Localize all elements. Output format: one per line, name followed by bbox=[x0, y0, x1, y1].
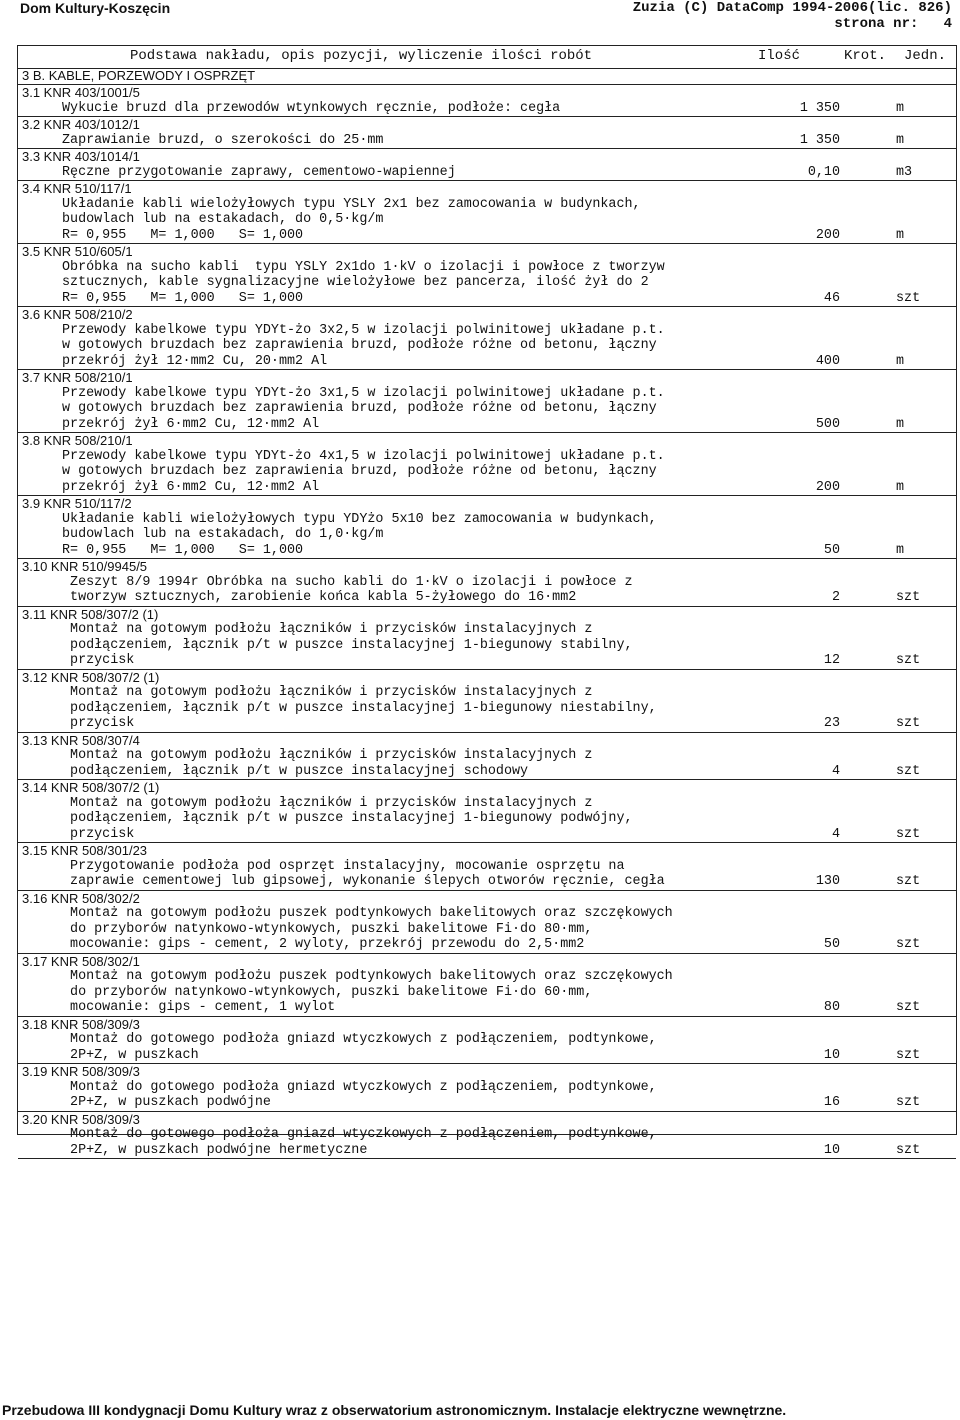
item-unit: szt bbox=[896, 290, 921, 306]
item-code: 3.3 KNR 403/1014/1 bbox=[22, 149, 140, 164]
item-description: Przygotowanie podłoża pod osprzęt instalacyjny, mocowanie osprzętu na zaprawie cementowej lub gipsowej, wykonanie ślepych otworów ręcznie, cegła bbox=[70, 858, 665, 889]
table-row bbox=[18, 85, 956, 117]
item-unit: szt bbox=[896, 653, 921, 668]
item-description: Montaż do gotowego podłoża gniazd wtyczkowych z podłączeniem, podtynkowe, 2P+Z, w puszkach bbox=[70, 1032, 657, 1063]
item-description: Przewody kabelkowe typu YDYt-żo 3x2,5 w izolacji polwinitowej układane p.t. w gotowych bruzdach bez zaprawienia bruzd, podłoże różne od betonu, łączny przekrój żył 12·mm2 Cu, 20·mm2 Al bbox=[62, 322, 665, 369]
cost-table bbox=[17, 45, 957, 1158]
page-number: strona nr: 4 bbox=[834, 16, 952, 32]
table-row bbox=[18, 496, 956, 559]
document-header-left: Dom Kultury-Koszęcin bbox=[20, 0, 171, 16]
item-quantity: 50 bbox=[823, 542, 840, 558]
table-body bbox=[18, 68, 956, 1159]
item-description: Montaż do gotowego podłoża gniazd wtyczkowych z podłączeniem, podtynkowe, 2P+Z, w puszkach podwójne bbox=[70, 1079, 657, 1110]
item-code: 3.1 KNR 403/1001/5 bbox=[22, 85, 140, 100]
item-description: Montaż na gotowym podłożu łączników i przycisków instalacyjnych z podłączeniem, łącznik p/t w puszce instalacyjnej schodowy bbox=[70, 748, 593, 779]
item-description: Montaż na gotowym podłożu łączników i przycisków instalacyjnych z podłączeniem, łącznik p/t w puszce instalacyjnej 1-biegunowy niestabilny, przycisk bbox=[70, 685, 657, 731]
item-quantity: 50 bbox=[823, 937, 840, 952]
item-code: 3.6 KNR 508/210/2 bbox=[22, 307, 133, 322]
table-row bbox=[18, 607, 956, 670]
item-description: Ręczne przygotowanie zaprawy, cementowo-wapiennej bbox=[62, 164, 456, 180]
item-code: 3.16 KNR 508/302/2 bbox=[22, 890, 140, 906]
item-quantity: 400 bbox=[815, 353, 840, 369]
item-quantity: 200 bbox=[815, 479, 840, 495]
item-code: 3.9 KNR 510/117/2 bbox=[22, 496, 132, 511]
item-code: 3.2 KNR 403/1012/1 bbox=[22, 117, 140, 132]
item-code: 3.7 KNR 508/210/1 bbox=[22, 370, 133, 385]
table-row bbox=[18, 370, 956, 433]
table-row bbox=[18, 181, 956, 244]
table-row bbox=[18, 307, 956, 370]
item-quantity: 12 bbox=[823, 653, 840, 668]
item-unit: szt bbox=[896, 874, 921, 889]
item-quantity: 10 bbox=[823, 1047, 840, 1063]
item-unit: szt bbox=[896, 590, 921, 605]
item-code: 3.19 KNR 508/309/3 bbox=[22, 1064, 140, 1079]
item-quantity: 4 bbox=[831, 763, 840, 779]
table-row bbox=[18, 559, 956, 607]
item-quantity: 16 bbox=[823, 1095, 840, 1110]
table-row bbox=[18, 433, 956, 496]
item-quantity: 80 bbox=[823, 1000, 840, 1015]
column-krot: Krot. bbox=[844, 48, 887, 64]
item-code: 3.20 KNR 508/309/3 bbox=[22, 1111, 140, 1127]
item-unit: m bbox=[896, 100, 905, 116]
item-code: 3.14 KNR 508/307/2 (1) bbox=[22, 780, 160, 795]
item-code: 3.8 KNR 508/210/1 bbox=[22, 433, 133, 448]
section-row bbox=[18, 68, 956, 85]
item-description: Układanie kabli wielożyłowych typu YSLY 2x1 bez zamocowania w budynkach, budowlach lub na estakadach, do 0,5·kg/m R= 0,955 M= 1,000 S= 1,000 bbox=[62, 196, 641, 243]
item-unit: szt bbox=[896, 716, 921, 731]
table-row bbox=[18, 891, 956, 954]
item-unit: m bbox=[896, 227, 905, 243]
item-code: 3.18 KNR 508/309/3 bbox=[22, 1016, 140, 1032]
table-row bbox=[18, 149, 956, 181]
item-description: Wykucie bruzd dla przewodów wtynkowych ręcznie, podłoże: cegła bbox=[62, 100, 561, 116]
item-code: 3.13 KNR 508/307/4 bbox=[22, 732, 140, 748]
item-unit: szt bbox=[896, 937, 921, 952]
item-unit: szt bbox=[896, 1095, 921, 1110]
item-quantity: 0,10 bbox=[807, 164, 840, 180]
item-description: Przewody kabelkowe typu YDYt-żo 3x1,5 w izolacji polwinitowej układane p.t. w gotowych bruzdach bez zaprawienia bruzd, podłoże różne od betonu, łączny przekrój żył 6·mm2 Cu, 12·mm2 Al bbox=[62, 385, 665, 432]
table-row bbox=[18, 1017, 956, 1065]
item-code: 3.11 KNR 508/307/2 (1) bbox=[22, 606, 159, 622]
software-license: Zuzia (C) DataComp 1994-2006(lic. 826) bbox=[632, 0, 952, 16]
table-row bbox=[18, 954, 956, 1017]
item-description: Zeszyt 8/9 1994r Obróbka na sucho kabli do 1·kV o izolacji i powłoce z tworzyw sztucznych, zarobienie końca kabla 5-żyłowego do 16·mm2 bbox=[70, 574, 633, 605]
item-unit: m3 bbox=[896, 164, 913, 180]
item-code: 3.12 KNR 508/307/2 (1) bbox=[22, 669, 160, 685]
item-code: 3.10 KNR 510/9945/5 bbox=[22, 559, 148, 574]
item-description: Montaż na gotowym podłożu łączników i przycisków instalacyjnych z podłączeniem, łącznik p/t w puszce instalacyjnej 1-biegunowy podwójny, przycisk bbox=[70, 795, 633, 842]
item-quantity: 200 bbox=[815, 227, 840, 243]
item-unit: m bbox=[896, 479, 905, 495]
item-quantity: 4 bbox=[831, 826, 840, 842]
table-row bbox=[18, 733, 956, 781]
item-description: Zaprawianie bruzd, o szerokości do 25·mm bbox=[62, 132, 384, 148]
item-description: Przewody kabelkowe typu YDYt-żo 4x1,5 w izolacji polwinitowej układane p.t. w gotowych bruzdach bez zaprawienia bruzd, podłoże różne od betonu, łączny przekrój żył 6·mm2 Cu, 12·mm2 Al bbox=[62, 448, 665, 495]
item-unit: m bbox=[896, 132, 905, 148]
item-quantity: 130 bbox=[815, 874, 840, 889]
item-quantity: 23 bbox=[823, 716, 840, 731]
table-row bbox=[18, 670, 956, 733]
column-quantity: Ilość bbox=[758, 48, 801, 64]
column-unit: Jedn. bbox=[904, 48, 947, 64]
item-code: 3.17 KNR 508/302/1 bbox=[22, 953, 140, 969]
item-unit: szt bbox=[896, 1000, 921, 1015]
item-description: Obróbka na sucho kabli typu YSLY 2x1do 1·kV o izolacji i powłoce z tworzyw sztucznych, kable sygnalizacyjne wielożyłowe bez pancerza, ilość żył do 2 R= 0,955 M= 1,000 S= 1,000 bbox=[62, 259, 665, 306]
item-code: 3.4 KNR 510/117/1 bbox=[22, 181, 132, 196]
item-quantity: 1 350 bbox=[799, 100, 840, 116]
table-header bbox=[18, 46, 956, 69]
item-unit: m bbox=[896, 353, 905, 369]
item-unit: m bbox=[896, 416, 905, 432]
item-code: 3.5 KNR 510/605/1 bbox=[22, 244, 133, 259]
item-unit: szt bbox=[896, 1047, 921, 1063]
item-description: Układanie kabli wielożyłowych typu YDYżo 5x10 bez zamocowania w budynkach, budowlach lub na estakadach, do 1,0·kg/m R= 0,955 M= 1,000 S= 1,000 bbox=[62, 511, 657, 558]
document-header-right bbox=[633, 0, 952, 32]
item-code: 3.15 KNR 508/301/23 bbox=[22, 843, 148, 858]
table-row bbox=[18, 843, 956, 891]
item-quantity: 46 bbox=[823, 290, 840, 306]
item-quantity: 10 bbox=[823, 1142, 840, 1158]
item-quantity: 500 bbox=[815, 416, 840, 432]
table-row bbox=[18, 780, 956, 843]
item-description: Montaż na gotowym podłożu puszek podtynkowych bakelitowych oraz szczękowych do przyborów natynkowo-wtynkowych, puszki bakelitowe Fi·do 80·mm, mocowanie: gips - cement, 2 wyloty, przekrój przewodu do 2,5·mm2 bbox=[70, 906, 673, 952]
item-unit: szt bbox=[896, 763, 921, 779]
item-quantity: 1 350 bbox=[799, 132, 840, 148]
column-description: Podstawa nakładu, opis pozycji, wyliczenie ilości robót bbox=[130, 48, 593, 64]
section-title: 3 B. KABLE, PORZEWODY I OSPRZĘT bbox=[22, 68, 256, 83]
table-row bbox=[18, 1112, 956, 1160]
table-row bbox=[18, 244, 956, 307]
item-unit: szt bbox=[896, 1142, 921, 1158]
item-unit: m bbox=[896, 542, 905, 558]
item-description: Montaż na gotowym podłożu łączników i przycisków instalacyjnych z podłączeniem, łącznik p/t w puszce instalacyjnej 1-biegunowy stabilny, przycisk bbox=[70, 622, 633, 668]
item-description: Montaż do gotowego podłoża gniazd wtyczkowych z podłączeniem, podtynkowe, 2P+Z, w puszkach podwójne hermetyczne bbox=[70, 1127, 657, 1158]
item-description: Montaż na gotowym podłożu puszek podtynkowych bakelitowych oraz szczękowych do przyborów natynkowo-wtynkowych, puszki bakelitowe Fi·do 60·mm, mocowanie: gips - cement, 1 wylot bbox=[70, 969, 673, 1015]
item-quantity: 2 bbox=[831, 590, 840, 605]
item-unit: szt bbox=[896, 826, 921, 842]
table-row bbox=[18, 1064, 956, 1112]
document-footer: Przebudowa III kondygnacji Domu Kultury wraz z obserwatorium astronomicznym. Instalacje elektryczne wewnętrzne. bbox=[2, 1402, 787, 1418]
table-row bbox=[18, 117, 956, 149]
